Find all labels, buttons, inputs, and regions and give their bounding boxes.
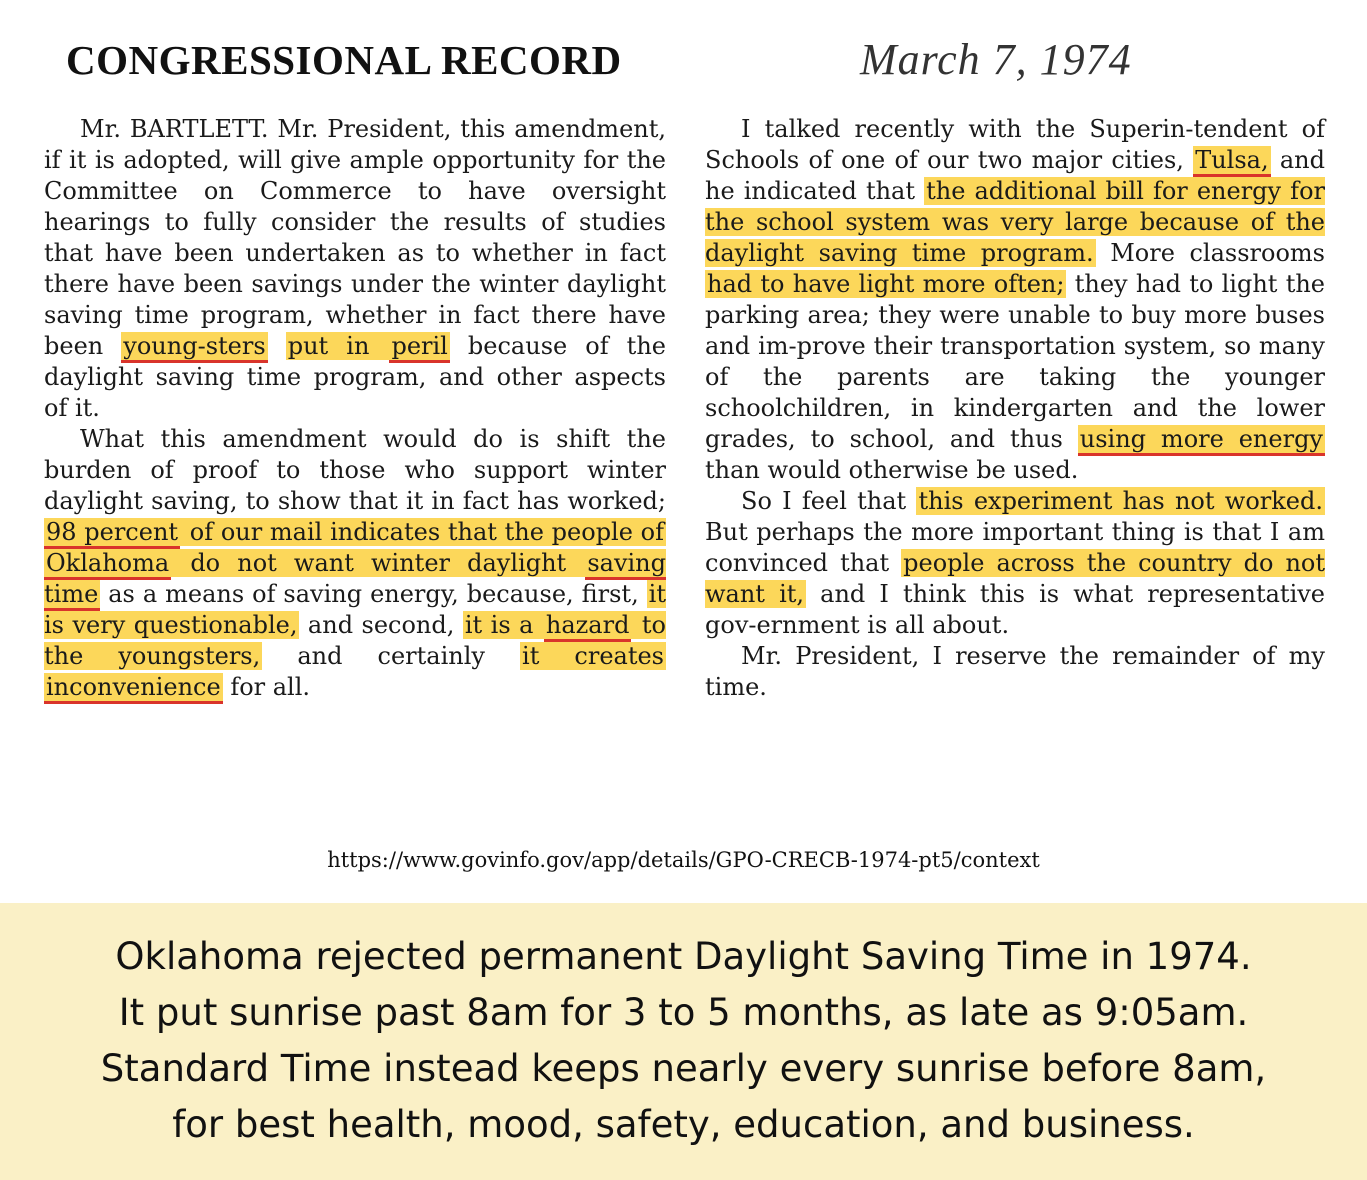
highlighted-underlined-text: young-sters xyxy=(121,332,267,363)
text-run: More classrooms xyxy=(1095,239,1325,267)
text-run: But perhaps the more important thing is that I am convinced that xyxy=(705,518,1325,577)
highlighted-text: the additional bill for energy for the school system was very large because of the daylight saving time program. xyxy=(705,177,1325,267)
highlighted-text: had to have light more often; xyxy=(707,270,1065,298)
highlighted-underlined-text: saving time xyxy=(44,549,666,611)
highlighted-text: it creates xyxy=(522,642,664,670)
left-text-column xyxy=(44,114,666,703)
left-paragraph-2 xyxy=(44,424,666,703)
text-run: because of the daylight saving time program, and other aspects of it. xyxy=(44,332,666,422)
text-run: they had to light the parking area; they were unable to buy more buses and im-prove their transportation system, so many of the parents are taking the younger schoolchildren, in kindergarten and the lower grades, to school, and thus xyxy=(705,270,1325,453)
text-run xyxy=(268,332,286,360)
text-run: Mr. BARTLETT. Mr. President, this amendment, if it is adopted, will give ample opportunity for the Committee on Commerce to have oversight hearings to fully consider the results of studies that have been undertaken as to whether in fact there have been savings under the winter daylight saving time program, whether in fact there have been xyxy=(44,115,666,360)
highlighted-text: of our mail indicates that the people of xyxy=(182,518,664,546)
text-run: for all. xyxy=(222,673,311,701)
highlighted-underlined-text: peril xyxy=(389,332,449,363)
highlighted-text: people across the country do not want it, xyxy=(705,549,1325,608)
right-text-column xyxy=(705,114,1325,703)
left-paragraph-1 xyxy=(44,114,666,424)
highlighted-text: this experiment has not worked. xyxy=(918,487,1323,515)
text-run: So I feel that xyxy=(741,487,917,515)
right-paragraph-3 xyxy=(705,641,1325,703)
text-run: and he indicated that xyxy=(705,146,1325,205)
text-run: as a means of saving energy, because, first, xyxy=(100,580,647,608)
caption-line: Oklahoma rejected permanent Daylight Saving Time in 1974. xyxy=(115,935,1252,978)
highlighted-underlined-text: Tulsa, xyxy=(1193,146,1270,177)
highlighted-text: put in xyxy=(287,332,388,360)
highlighted-text: to the youngsters, xyxy=(44,611,666,670)
text-run: What this amendment would do is shift the burden of proof to those who support winter daylight saving, to show that it in fact has worked; xyxy=(44,425,666,515)
highlighted-text: it is very questionable, xyxy=(44,580,666,639)
source-url: https://www.govinfo.gov/app/details/GPO-CRECB-1974-pt5/context xyxy=(327,848,1040,872)
text-run: and I think this is what representative gov-ernment is all about. xyxy=(705,580,1326,639)
text-run: Mr. President, I reserve the remainder of my time. xyxy=(705,642,1325,701)
text-run: and certainly xyxy=(262,642,521,670)
caption-box xyxy=(0,903,1367,1180)
highlighted-underlined-text: using more energy xyxy=(1078,425,1325,456)
publication-date: March 7, 1974 xyxy=(860,35,1132,84)
highlighted-text: do not want winter daylight xyxy=(173,549,584,577)
right-paragraph-2 xyxy=(705,486,1325,641)
right-paragraph-1 xyxy=(705,114,1325,486)
text-run: than would otherwise be used. xyxy=(705,456,1079,484)
publication-title: CONGRESSIONAL RECORD xyxy=(66,37,622,83)
highlighted-underlined-text: Oklahoma xyxy=(44,549,171,580)
text-run: I talked recently with the Superin-tendent of Schools of one of our two major cities, xyxy=(705,115,1325,174)
highlighted-underlined-text: hazard xyxy=(544,611,632,642)
highlighted-text: it is a xyxy=(464,611,542,639)
caption-line: It put sunrise past 8am for 3 to 5 months, as late as 9:05am. xyxy=(118,991,1249,1034)
caption-line: for best health, mood, safety, education, and business. xyxy=(172,1103,1195,1146)
caption-line: Standard Time instead keeps nearly every sunrise before 8am, xyxy=(100,1047,1267,1090)
highlighted-underlined-text: inconvenience xyxy=(44,673,223,704)
highlighted-underlined-text: 98 percent xyxy=(44,518,180,549)
text-run: and second, xyxy=(299,611,463,639)
